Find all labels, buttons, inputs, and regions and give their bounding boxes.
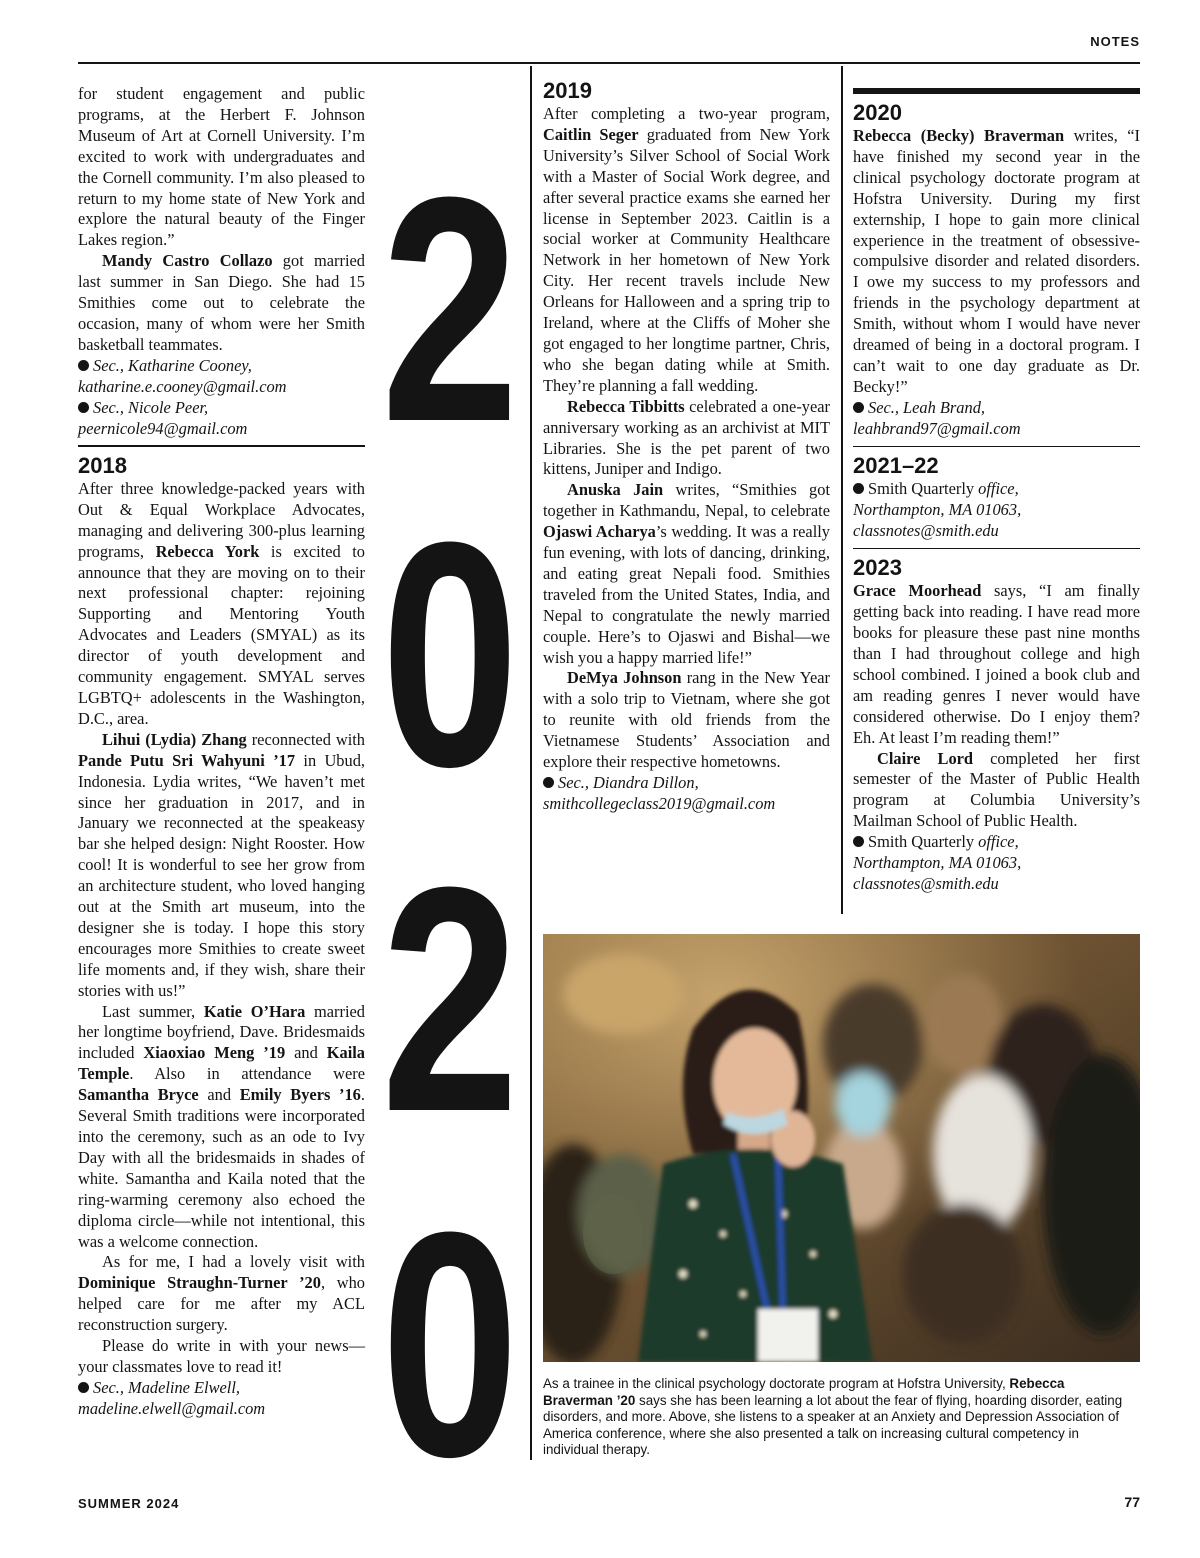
big-year-digit: 2 [381, 131, 519, 489]
top-rule [78, 62, 1140, 64]
class-year-heading: 2023 [853, 555, 902, 581]
bullet-icon [78, 360, 89, 371]
big-year-graphic [381, 80, 519, 1460]
class-year-heading: 2019 [543, 78, 592, 103]
bullet-icon [78, 1382, 89, 1393]
paragraph: Please do write in with your news—your classmates love to read it! [78, 1336, 365, 1376]
class-year-heading: 2020 [853, 100, 902, 125]
paragraph: Rebecca Tibbitts celebrated a one-year anniversary working as an archivist at MIT Libraries. She is the pet parent of two kittens, Juniper and Indigo. [543, 396, 830, 479]
section-label: NOTES [1090, 34, 1140, 49]
paragraph: Grace Moorhead says, “I am finally getting back into reading. I have read more books for pleasure these past nine months than I had throughout college and high school combined. I joined a book club and am reading genres I never would have considered otherwise. Do I enjoy them? Eh. At least I’m reading them!” [853, 581, 1140, 747]
office-email: classnotes@smith.edu [853, 874, 999, 893]
column-divider [530, 66, 532, 1460]
conference-photo [543, 934, 1140, 1362]
bullet-icon [853, 836, 864, 847]
column-3 [853, 88, 1140, 895]
bullet-icon [78, 402, 89, 413]
column-divider [841, 66, 843, 914]
bullet-icon [853, 402, 864, 413]
section-rule-thick [853, 88, 1140, 94]
class-year-heading: 2018 [78, 452, 127, 478]
big-year-digit: 0 [381, 476, 519, 834]
secretary-line: Sec., Diandra Dillon, [543, 773, 830, 794]
class-year-heading: 2021–22 [853, 453, 939, 479]
office-address: Northampton, MA 01063, [853, 853, 1022, 873]
footer-issue: SUMMER 2024 [78, 1496, 180, 1511]
column-2 [543, 78, 830, 815]
paragraph: Mandy Castro Collazo got married last summer in San Diego. She had 15 Smithies come out to celebrate the occasion, many of whom were her Smith basketball teammates. [78, 251, 365, 354]
bullet-icon [853, 483, 864, 494]
photo-caption: As a trainee in the clinical psychology doctorate program at Hofstra University, Rebecca Braverman ’20 says she has been learning a lot about the fear of flying, hoarding disorder, eating disorders, and more. Above, she listens to a speaker at an Anxiety and Depression Association of America conference, where she also presented a talk on increasing cultural competency in individual therapy. [543, 1376, 1123, 1457]
secretary-email: leahbrand97@gmail.com [853, 418, 1021, 438]
column-1 [78, 84, 365, 1420]
paragraph: After completing a two-year program, Caitlin Seger graduated from New York University’s Silver School of Social Work with a Master of Social Work degree, and after several practice exams she earned her license in September 2023. Caitlin is a social worker at Community Healthcare Network in her hometown of New York City. Her recent travels include New Orleans for Halloween and a spring trip to Ireland, where at the Cliffs of Moher she got engaged to her longtime partner, Chris, who she began dating while at Smith. They’re planning a fall wedding. [543, 104, 830, 395]
paragraph: As for me, I had a lovely visit with Dominique Straughn-Turner ’20, who helped care for me after my ACL reconstruction surgery. [78, 1252, 365, 1335]
office-address: Northampton, MA 01063, [853, 500, 1022, 519]
office-line: Smith Quarterly office, [853, 832, 1140, 853]
big-year-digit: 0 [381, 1166, 519, 1460]
secretary-email: katharine.e.cooney@gmail.com [78, 376, 287, 396]
paragraph: DeMya Johnson rang in the New Year with a solo trip to Vietnam, where she got to reunite with old friends from the Vietnamese Students’ Association and explore their respective hometowns. [543, 668, 830, 772]
paragraph: Rebecca (Becky) Braverman writes, “I have finished my second year in the clinical psychology doctorate program at Hofstra University. During my first externship, I hope to gain more clinical experience in the treatment of obsessive-compulsive disorder and related disorders. I owe my success to my professors and friends in the psychology department at Smith, without whom I would have never dreamed of being in a doctoral program. I can’t wait to one day graduate as Dr. Becky!” [853, 126, 1140, 396]
secretary-email: smithcollegeclass2019@gmail.com [543, 793, 776, 813]
secretary-email: peernicole94@gmail.com [78, 418, 248, 438]
secretary-email: madeline.elwell@gmail.com [78, 1398, 266, 1418]
secretary-line: Sec., Madeline Elwell, [78, 1378, 365, 1399]
big-year-digit: 2 [381, 821, 519, 1179]
office-email: classnotes@smith.edu [853, 520, 999, 540]
secretary-line: Sec., Leah Brand, [853, 398, 1140, 419]
section-rule [853, 548, 1140, 550]
section-rule [853, 446, 1140, 448]
bullet-icon [543, 777, 554, 788]
secretary-line: Sec., Katharine Cooney, [78, 356, 365, 377]
paragraph: Claire Lord completed her first semester of the Master of Public Health program at Columbia University’s Mailman School of Public Health. [853, 748, 1140, 831]
page-number: 77 [1124, 1494, 1140, 1510]
paragraph: Lihui (Lydia) Zhang reconnected with Pande Putu Sri Wahyuni ’17 in Ubud, Indonesia. Lydia writes, “We haven’t met since her graduation in 2017, and in January we reconnected at the speakeasy bar she helped design: Night Rooster. How cool! It is wonderful to see her grow from an architecture student, who loved hanging out at the Smith art museum, into the designer she is today. I hope this story encourages more Smithies to create sweet life moments and, if they wish, share their stories with us!” [78, 729, 365, 1000]
paragraph: for student engagement and public programs, at the Herbert F. Johnson Museum of Art at Cornell University. I’m excited to work with undergraduates and the Cornell community. I’m also pleased to return to my home state of New York and explore the natural beauty of the Finger Lakes region.” [78, 84, 365, 250]
office-line: Smith Quarterly office, [853, 479, 1140, 500]
section-rule [78, 445, 365, 447]
paragraph: Last summer, Katie O’Hara married her longtime boyfriend, Dave. Bridesmaids included Xiaoxiao Meng ’19 and Kaila Temple. Also in attendance were Samantha Bryce and Emily Byers ’16. Several Smith traditions were incorporated into the ceremony, such as an ode to Ivy Day with all the bridesmaids in shades of white. Samantha and Kaila noted that the ring-warming ceremony also echoed the diploma circle—while not intentional, this was a welcome connection. [78, 1001, 365, 1251]
paragraph: After three knowledge-packed years with Out & Equal Workplace Advocates, managing and delivering 300-plus learning programs, Rebecca York is excited to announce that they are moving on to their next professional chapter: rejoining Supporting and Mentoring Youth Advocates and Leaders (SMYAL) as its director of youth development and community engagement. SMYAL serves LGBTQ+ adolescents in the Washington, D.C., area. [78, 478, 365, 728]
secretary-line: Sec., Nicole Peer, [78, 398, 365, 419]
paragraph: Anuska Jain writes, “Smithies got together in Kathmandu, Nepal, to celebrate Ojaswi Acharya’s wedding. It was a really fun evening, with lots of dancing, drinking, and eating great Nepali food. Smithies traveled from the United States, India, and Nepal to congratulate the newly married couple. Here’s to Ojaswi and Bishal—we wish you a happy married life!” [543, 480, 831, 667]
